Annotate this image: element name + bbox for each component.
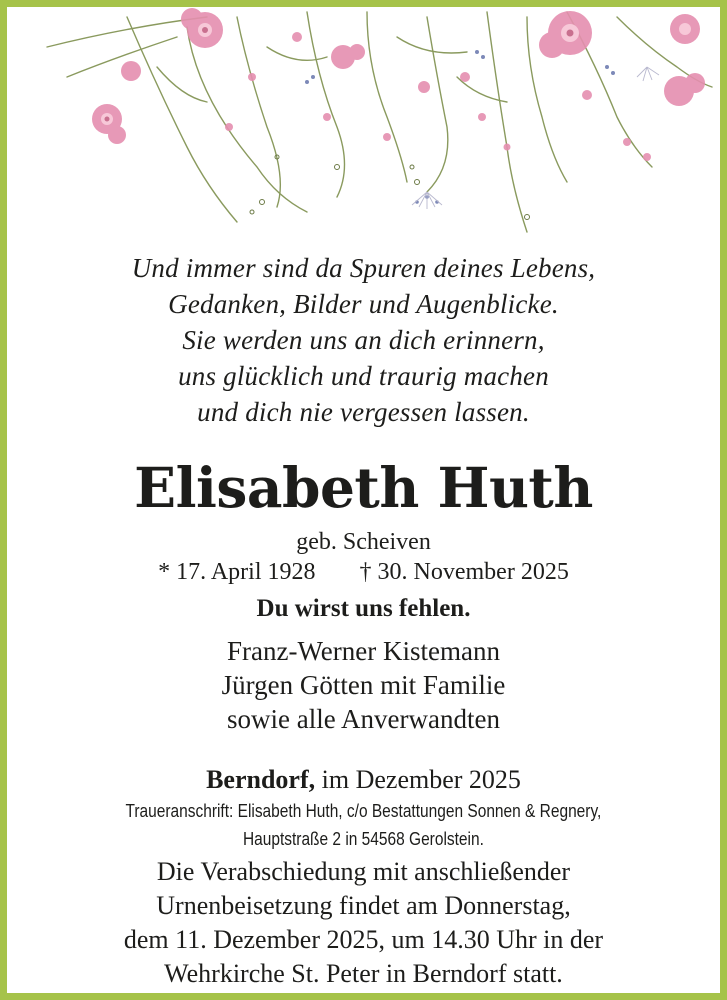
address-line: Hauptstraße 2 in 54568 Gerolstein. [242, 829, 484, 849]
deceased-name: Elisabeth Huth [134, 455, 593, 520]
place-month: im Dezember 2025 [321, 765, 521, 794]
place-date [7, 764, 720, 796]
death-date: † 30. November 2025 [359, 559, 569, 585]
wildflower-garland-icon [7, 7, 720, 242]
funeral-line: Die Verabschiedung mit anschließender [156, 857, 571, 886]
mourning-address [57, 797, 670, 853]
poem-line: uns glücklich und traurig machen [178, 361, 549, 391]
mourner: Jürgen Götten mit Familie [221, 670, 506, 700]
mourner: sowie alle Anverwandten [227, 704, 500, 734]
place-town: Berndorf, [206, 765, 316, 794]
funeral-line: Wehrkirche St. Peter in Berndorf statt. [164, 959, 563, 988]
funeral-notice [7, 855, 720, 991]
poem-line: Und immer sind da Spuren deines Lebens, [131, 253, 596, 283]
funeral-line: Urnenbeisetzung findet am Donnerstag, [156, 891, 571, 920]
poem-line: Sie werden uns an dich erinnern, [182, 325, 545, 355]
funeral-line: dem 11. Dezember 2025, um 14.30 Uhr in der [123, 925, 604, 954]
life-dates [7, 557, 720, 587]
mourners-list [7, 634, 720, 736]
maiden-name: geb. Scheiven [296, 529, 431, 555]
memorial-poem [7, 250, 720, 430]
address-line: Traueranschrift: Elisabeth Huth, c/o Bestattungen Sonnen & Regnery, [125, 801, 602, 821]
motto: Du wirst uns fehlen. [256, 595, 471, 622]
mourner: Franz-Werner Kistemann [227, 636, 500, 666]
poem-line: und dich nie vergessen lassen. [197, 397, 530, 427]
birth-date: * 17. April 1928 [158, 559, 316, 585]
poem-line: Gedanken, Bilder und Augenblicke. [168, 289, 559, 319]
